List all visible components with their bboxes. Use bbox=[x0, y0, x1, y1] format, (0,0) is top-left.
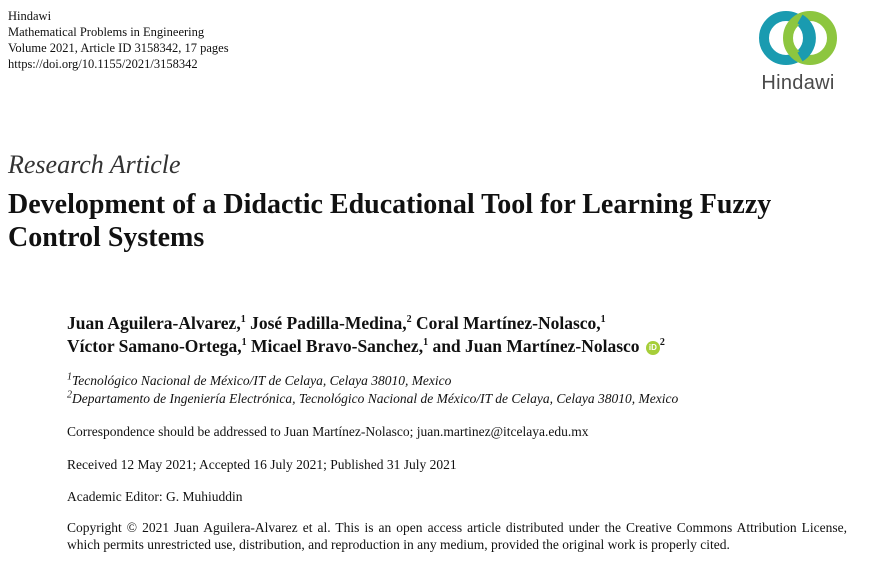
affiliation-ref: 1 bbox=[240, 314, 246, 326]
affiliation-number: 1 bbox=[67, 371, 72, 383]
affiliation-1 bbox=[67, 372, 867, 389]
affiliation-ref: 1 bbox=[423, 337, 429, 349]
publication-dates: Received 12 May 2021; Accepted 16 July 2021; Published 31 July 2021 bbox=[67, 457, 457, 472]
paper-title: Development of a Didactic Educational Tool for Learning Fuzzy Control Systems bbox=[8, 189, 772, 253]
affiliation-number: 2 bbox=[67, 389, 72, 401]
academic-editor: Academic Editor: G. Muhiuddin bbox=[67, 489, 243, 504]
affiliation-ref: 1 bbox=[241, 337, 247, 349]
journal-name: Mathematical Problems in Engineering bbox=[8, 25, 205, 39]
author-name: José Padilla-Medina, bbox=[250, 313, 407, 333]
volume-line: Volume 2021, Article ID 3158342, 17 pages bbox=[8, 41, 229, 55]
hindawi-rings-icon bbox=[756, 8, 840, 70]
publisher-name: Hindawi bbox=[8, 9, 52, 23]
copyright-notice: Copyright © 2021 Juan Aguilera-Alvarez et al. This is an open access article distributed under the Creative Commons Attribution License, which permits unrestricted use, distribution, and reproduction in any medium, provided the original work is properly cited. bbox=[67, 520, 847, 552]
affiliation-text: Departamento de Ingeniería Electrónica, Tecnológico Nacional de México/IT de Celaya, Celaya 38010, Mexico bbox=[72, 391, 679, 406]
author-name: and Juan Martínez-Nolasco bbox=[432, 336, 640, 356]
hindawi-logo bbox=[752, 8, 844, 98]
author-name: Coral Martínez-Nolasco, bbox=[415, 313, 601, 333]
correspondence: Correspondence should be addressed to Juan Martínez-Nolasco; juan.martinez@itcelaya.edu.mx bbox=[67, 424, 589, 439]
affiliation-ref: 1 bbox=[600, 314, 606, 326]
doi-link[interactable]: https://doi.org/10.1155/2021/3158342 bbox=[8, 57, 198, 71]
author-name: Micael Bravo-Sanchez, bbox=[251, 336, 424, 356]
author-list bbox=[67, 312, 867, 358]
journal-meta bbox=[8, 8, 229, 72]
affiliation-text: Tecnológico Nacional de México/IT de Celaya, Celaya 38010, Mexico bbox=[72, 373, 452, 388]
logo-text: Hindawi bbox=[761, 72, 835, 94]
author-name: Víctor Samano-Ortega, bbox=[67, 336, 242, 356]
author-name: Juan Aguilera-Alvarez, bbox=[67, 313, 241, 333]
affiliation-2 bbox=[67, 390, 867, 407]
article-type: Research Article bbox=[8, 150, 181, 179]
orcid-icon[interactable]: iD bbox=[646, 341, 660, 355]
affiliation-ref: 2 bbox=[406, 314, 412, 326]
affiliation-ref: 2 bbox=[659, 337, 665, 349]
